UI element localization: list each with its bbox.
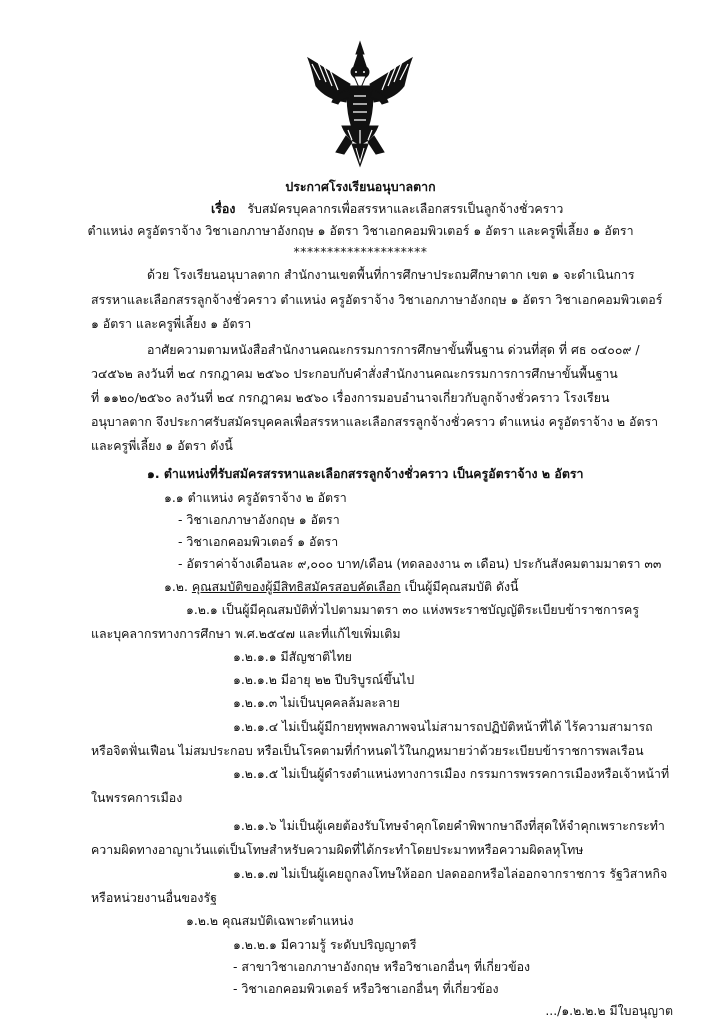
list-item: - วิชาเอกภาษาอังกฤษ ๑ อัตรา: [178, 512, 340, 527]
list-item: - สาขาวิชาเอกภาษาอังกฤษ หรือวิชาเอกอื่นๆ ที่เกี่ยวข้อง: [233, 959, 531, 974]
section-1-2-1-7-line: ๑.๒.๑.๗ ไม่เป็นผู้เคยถูกลงโทษให้ออก ปลดออกหรือไล่ออกจากราชการ รัฐวิสาหกิจ: [233, 866, 668, 881]
list-item: - วิชาเอกคอมพิวเตอร์ หรือวิชาเอกอื่นๆ ที่เกี่ยวข้อง: [233, 981, 499, 996]
section-1-2-1-4-line: หรือจิตฟั่นเฟือน ไม่สมประกอบ หรือเป็นโรคตามที่กำหนดไว้ในกฎหมายว่าด้วยระเบียบข้าราชการพลเรือน: [91, 743, 644, 758]
section-1-2: [164, 578, 519, 596]
subject-label: เรื่อง: [211, 201, 236, 216]
continuation-note: .../๑.๒.๒.๒ มีใบอนุญาต: [545, 1003, 673, 1018]
section-1-2-1-7-line: หรือหน่วยงานอื่นของรัฐ: [91, 890, 217, 905]
section-1-2-1-5-line: ในพรรคการเมือง: [91, 790, 183, 805]
section-1-2-2: ๑.๒.๒ คุณสมบัติเฉพาะตำแหน่ง: [186, 913, 354, 928]
section-1-2-suffix: เป็นผู้มีคุณสมบัติ ดังนี้: [404, 579, 519, 594]
para1-line: สรรหาและเลือกสรรลูกจ้างชั่วคราว ตำแหน่ง ครูอัตราจ้าง วิชาเอกภาษาอังกฤษ ๑ อัตรา วิชาเอกคอมพิวเตอร์: [91, 292, 663, 307]
document-title: ประกาศโรงเรียนอนุบาลตาก: [285, 179, 436, 194]
section-1-2-underlined: คุณสมบัติของผู้มีสิทธิสมัครสอบคัดเลือก: [191, 579, 401, 594]
list-item: - วิชาเอกคอมพิวเตอร์ ๑ อัตรา: [178, 534, 339, 549]
garuda-emblem-icon: [302, 40, 418, 168]
section-1-2-1-6-line: ๑.๒.๑.๖ ไม่เป็นผู้เคยต้องรับโทษจำคุกโดยคำพิพากษาถึงที่สุดให้จำคุกเพราะกระทำ: [233, 818, 665, 833]
para2-line: อนุบาลตาก จึงประกาศรับสมัครบุคคลเพื่อสรรหาและเลือกสรรลูกจ้างชั่วคราว ตำแหน่ง ครูอัตราจ้าง ๒ อัตรา: [91, 414, 659, 429]
para2-line: ที่ ๑๑๒๐/๒๕๖๐ ลงวันที่ ๒๔ กรกฎาคม ๒๕๖๐ เรื่องการมอบอำนาจเกี่ยวกับลูกจ้างชั่วคราว โรงเรียน: [91, 390, 610, 405]
section-1-2-1-2: ๑.๒.๑.๒ มีอายุ ๒๒ ปีบริบูรณ์ขึ้นไป: [233, 672, 415, 687]
subject-line: [211, 200, 563, 218]
para1-line: ด้วย โรงเรียนอนุบาลตาก สำนักงานเขตพื้นที่การศึกษาประถมศึกษาตาก เขต ๑ จะดำเนินการ: [147, 267, 635, 282]
section-1-2-1-5-line: ๑.๒.๑.๕ ไม่เป็นผู้ดำรงตำแหน่งทางการเมือง กรรมการพรรคการเมืองหรือเจ้าหน้าที่: [233, 766, 670, 781]
subject-positions: ตำแหน่ง ครูอัตราจ้าง วิชาเอกภาษาอังกฤษ ๑ อัตรา วิชาเอกคอมพิวเตอร์ ๑ อัตรา และครูพี่เลี้ยง ๑ อัตรา: [87, 223, 634, 238]
subject-text: รับสมัครบุคลากรเพื่อสรรหาและเลือกสรรเป็นลูกจ้างชั่วคราว: [247, 201, 564, 216]
list-item: - อัตราค่าจ้างเดือนละ ๙,๐๐๐ บาท/เดือน (ทดลองงาน ๓ เดือน) ประกันสังคมตามมาตรา ๓๓: [178, 556, 662, 571]
section-1-2-1-4-line: ๑.๒.๑.๔ ไม่เป็นผู้มีกายทุพพลภาพจนไม่สามารถปฏิบัติหน้าที่ได้ ไร้ความสามารถ: [233, 719, 653, 734]
para2-line: และครูพี่เลี้ยง ๑ อัตรา ดังนี้: [91, 438, 233, 453]
separator-stars: ********************: [293, 244, 428, 259]
section1-heading: ๑. ตำแหน่งที่รับสมัครสรรหาและเลือกสรรลูกจ้างชั่วคราว เป็นครูอัตราจ้าง ๒ อัตรา: [147, 466, 584, 481]
section-1-2-1-1: ๑.๒.๑.๑ มีสัญชาติไทย: [233, 649, 352, 664]
section-1-2-1-3: ๑.๒.๑.๓ ไม่เป็นบุคคลล้มละลาย: [233, 695, 400, 710]
para1-line: ๑ อัตรา และครูพี่เลี้ยง ๑ อัตรา: [91, 316, 252, 331]
para2-line: ว๔๕๖๒ ลงวันที่ ๒๔ กรกฎาคม ๒๕๖๐ ประกอบกับคำสั่งสำนักงานคณะกรรมการการศึกษาขั้นพื้นฐาน: [91, 366, 618, 381]
section-1-1: ๑.๑ ตำแหน่ง ครูอัตราจ้าง ๒ อัตรา: [164, 490, 347, 505]
section-1-2-2-1: ๑.๒.๒.๑ มีความรู้ ระดับปริญญาตรี: [233, 937, 417, 952]
section-1-2-1-line: และบุคลากรทางการศึกษา พ.ศ.๒๕๔๗ และที่แก้ไขเพิ่มเติม: [91, 626, 401, 641]
para2-line: อาศัยความตามหนังสือสำนักงานคณะกรรมการการศึกษาขั้นพื้นฐาน ด่วนที่สุด ที่ ศธ ๐๔๐๐๙ /: [147, 342, 640, 357]
section-1-2-1-6-line: ความผิดทางอาญาเว้นแต่เป็นโทษสำหรับความผิดที่ได้กระทำโดยประมาทหรือความผิดลหุโทษ: [91, 842, 584, 857]
section-1-2-1-line: ๑.๒.๑ เป็นผู้มีคุณสมบัติทั่วไปตามมาตรา ๓๐ แห่งพระราชบัญญัติระเบียบข้าราชการครู: [186, 602, 640, 617]
section-1-2-number: ๑.๒.: [164, 579, 188, 594]
